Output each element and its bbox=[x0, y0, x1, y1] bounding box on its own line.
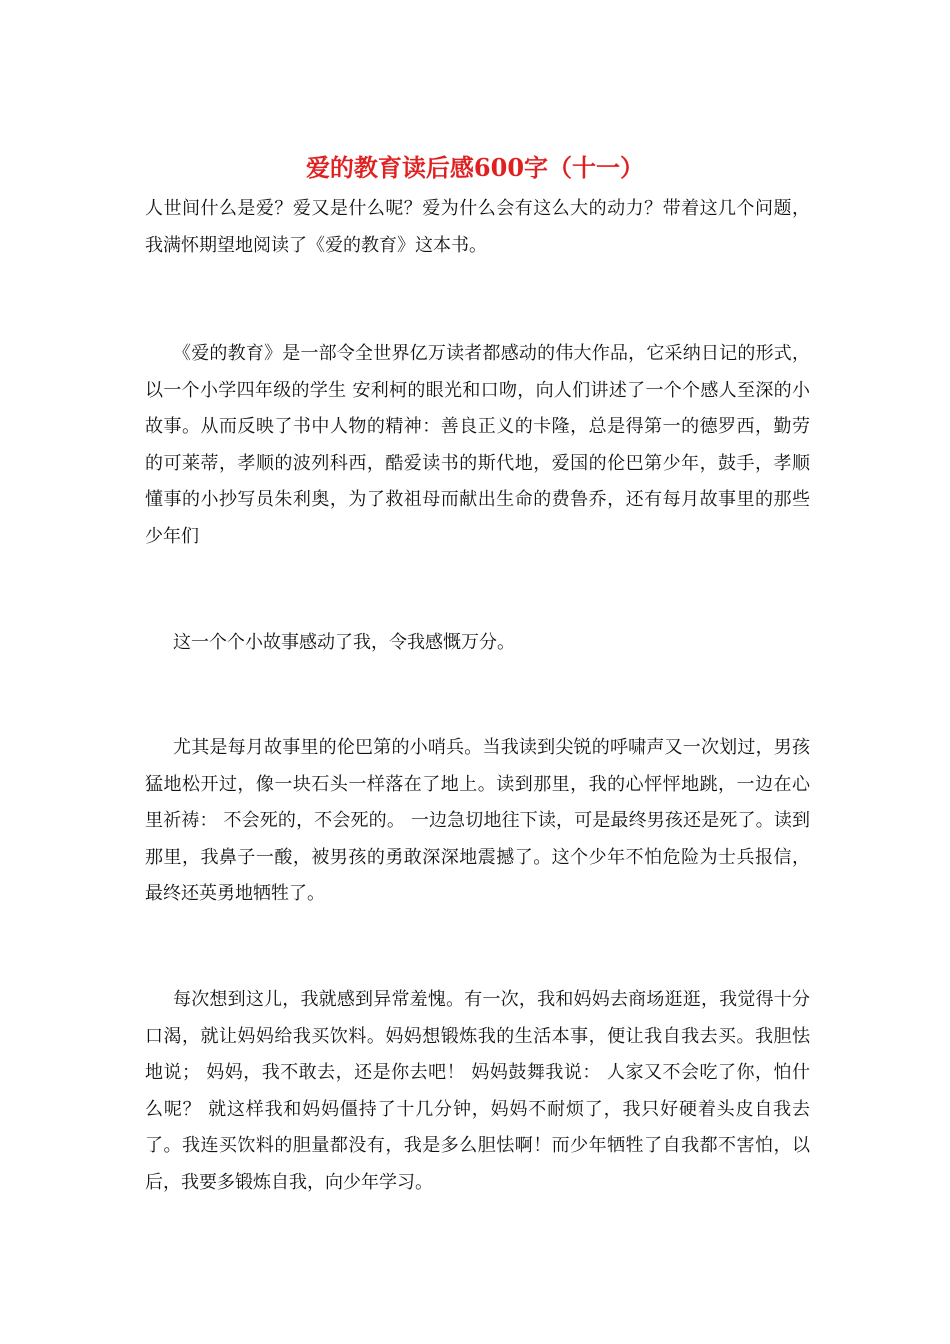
paragraph-intro: 人世间什么是爱？爱又是什么呢？爱为什么会有这么大的动力？带着这几个问题，我满怀期望地阅读了《爱的教育》这本书。 bbox=[145, 198, 810, 256]
paragraph-reflection: 每次想到这儿，我就感到异常羞愧。有一次，我和妈妈去商场逛逛，我觉得十分口渴，就让妈妈给我买饮料。妈妈想锻炼我的生活本事，便让我自我去买。我胆怯地说； 妈妈，我不敢去，还是你去吧！ 妈妈鼓舞我说： 人家又不会吃了你，怕什么呢？ 就这样我和妈妈僵持了十几分钟，妈妈不耐烦了，我只好硬着头皮自我去了。我连买饮料的胆量都没有，我是多么胆怯啊！而少年牺牲了自我都不害怕，以后，我要多锻炼自我，向少年学习。 bbox=[145, 989, 810, 1193]
document-title: 爱的教育读后感600字（十一） bbox=[305, 153, 645, 182]
paragraph-feeling: 这一个个小故事感动了我，令我感慨万分。 bbox=[173, 632, 515, 653]
paragraph-little-sentinel: 尤其是每月故事里的伦巴第的小哨兵。当我读到尖锐的呼啸声又一次划过，男孩猛地松开过，像一块石头一样落在了地上。读到那里，我的心怦怦地跳，一边在心里祈祷： 不会死的，不会死的。 一边急切地往下读，可是最终男孩还是死了。读到那里，我鼻子一酸，被男孩的勇敢深深地震撼了。这个少年不怕危险为士兵报信，最终还英勇地牺牲了。 bbox=[145, 737, 810, 904]
paragraph-book-summary: 《爱的教育》是一部令全世界亿万读者都感动的伟大作品，它采纳日记的形式，以一个小学四年级的学生 安利柯的眼光和口吻，向人们讲述了一个个感人至深的小故事。从而反映了书中人物的精神：善良正义的卡隆，总是得第一的德罗西，勤劳的可莱蒂，孝顺的波列科西，酷爱读书的斯代地，爱国的伦巴第少年，鼓手，孝顺懂事的小抄写员朱利奥，为了救祖母而献出生命的费鲁乔，还有每月故事里的那些少年们 bbox=[145, 343, 810, 547]
